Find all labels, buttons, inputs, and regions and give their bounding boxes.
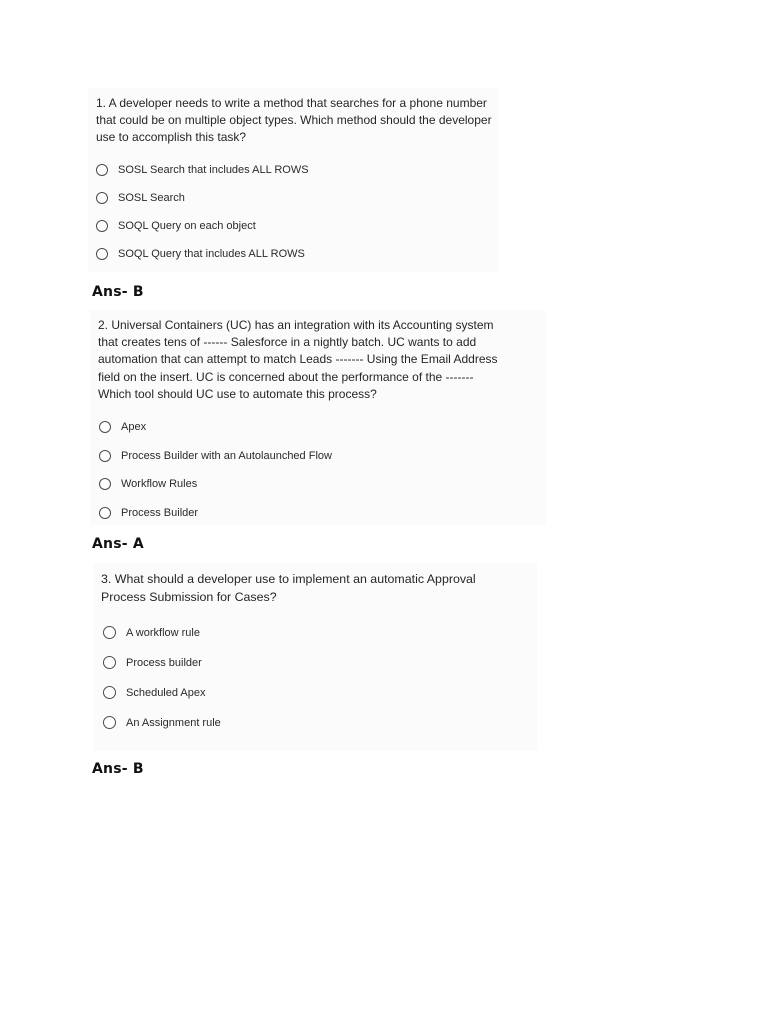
question-1-card (88, 88, 498, 272)
option-label: A workflow rule (126, 626, 200, 639)
radio-button-icon[interactable] (99, 450, 111, 462)
radio-button-icon[interactable] (99, 507, 111, 519)
option-label: SOSL Search that includes ALL ROWS (118, 164, 309, 176)
radio-button-icon[interactable] (103, 626, 116, 639)
radio-button-icon[interactable] (96, 248, 108, 260)
radio-button-icon[interactable] (103, 686, 116, 699)
question-2-option-a[interactable] (99, 421, 146, 433)
radio-button-icon[interactable] (103, 716, 116, 729)
radio-button-icon[interactable] (103, 656, 116, 669)
question-2-text: 2. Universal Containers (UC) has an integration with its Accounting system that creates tens of ------ Salesforce in a nightly batch. UC wants to add automation that can attempt to match Leads ------- Using the Email Address field on the insert. UC is concerned about the performance of the ------- Which tool should UC use to automate this process? (98, 318, 498, 401)
option-label: Workflow Rules (121, 478, 198, 490)
option-label: Process Builder with an Autolaunched Flow (121, 450, 332, 462)
radio-button-icon[interactable] (96, 192, 108, 204)
question-1-option-c[interactable] (96, 220, 256, 232)
option-label: Apex (121, 421, 147, 433)
question-1-option-b[interactable] (96, 192, 185, 204)
question-3-option-a[interactable] (103, 626, 200, 639)
option-label: An Assignment rule (126, 716, 221, 729)
question-2-card (90, 310, 546, 525)
question-3-option-c[interactable] (103, 686, 206, 699)
question-2-option-c[interactable] (99, 478, 197, 490)
radio-button-icon[interactable] (99, 478, 111, 490)
question-3-card (93, 563, 537, 751)
question-2-option-b[interactable] (99, 450, 332, 462)
answer-1: Ans- B (92, 284, 144, 300)
option-label: Scheduled Apex (126, 686, 206, 699)
answer-3: Ans- B (92, 761, 144, 777)
question-1-text: 1. A developer needs to write a method that searches for a phone number that could be on multiple object types. Which method should the developer use to accomplish this task? (96, 96, 492, 145)
radio-button-icon[interactable] (96, 164, 108, 176)
radio-button-icon[interactable] (99, 421, 111, 433)
question-3-text: 3. What should a developer use to implement an automatic Approval Process Submission for Cases? (101, 572, 476, 604)
question-1-option-d[interactable] (96, 248, 305, 260)
option-label: SOQL Query on each object (118, 220, 256, 232)
question-2-option-d[interactable] (99, 507, 198, 519)
option-label: Process builder (126, 656, 202, 669)
answer-2: Ans- A (92, 536, 144, 552)
option-label: SOQL Query that includes ALL ROWS (118, 248, 305, 260)
radio-button-icon[interactable] (96, 220, 108, 232)
question-1-option-a[interactable] (96, 164, 309, 176)
question-3-option-b[interactable] (103, 656, 202, 669)
option-label: SOSL Search (118, 192, 185, 204)
question-3-option-d[interactable] (103, 716, 221, 729)
option-label: Process Builder (121, 507, 199, 519)
